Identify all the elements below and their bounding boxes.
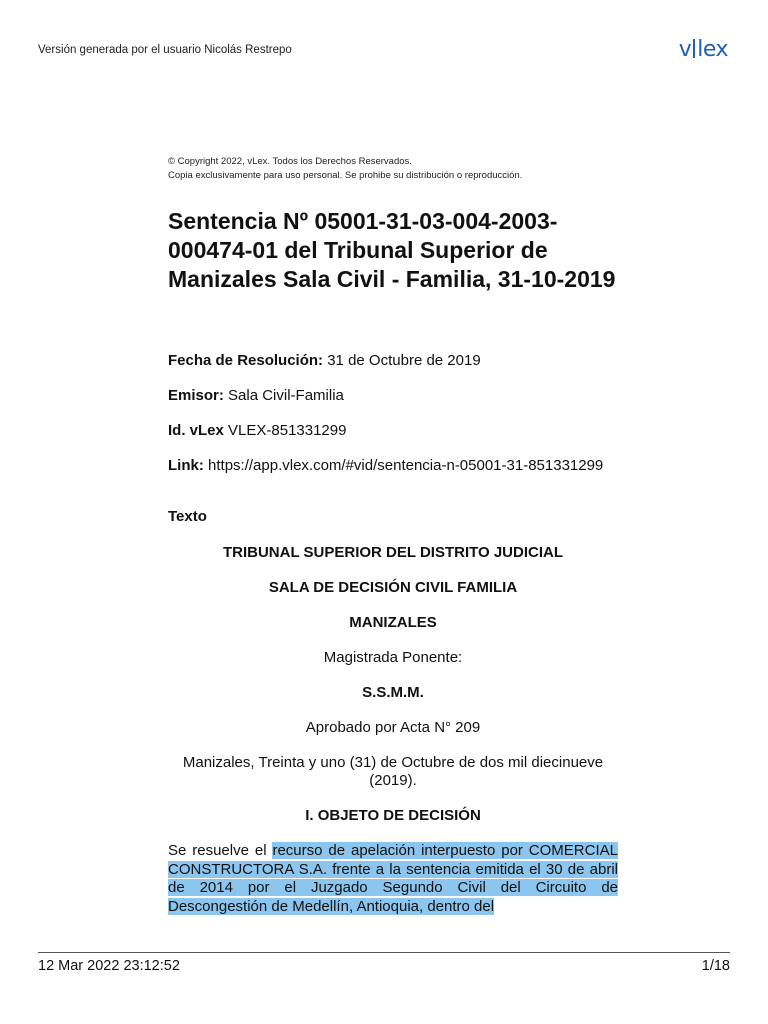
generated-by-note: Versión generada por el usuario Nicolás Restrepo <box>38 44 292 56</box>
logo-left: v <box>678 37 692 62</box>
objeto-paragraph <box>168 842 618 916</box>
acta-line: Aprobado por Acta N° 209 <box>305 719 481 736</box>
copyright-line: © Copyright 2022, vLex. Todos los Derechos Reservados. <box>168 156 412 167</box>
meta-id-label: Id. vLex <box>168 422 224 439</box>
meta-fecha-label: Fecha de Resolución: <box>168 352 324 369</box>
meta-id <box>168 421 618 440</box>
document-metadata <box>168 351 618 475</box>
logo-bar <box>693 39 695 58</box>
texto-label: Texto <box>168 508 207 525</box>
meta-emisor <box>168 386 618 405</box>
footer-timestamp: 12 Mar 2022 23:12:52 <box>38 958 180 974</box>
paragraph-plain-text: Se resuelve el <box>168 842 273 859</box>
logo-right: lex <box>697 37 728 62</box>
meta-link-label: Link: <box>168 457 204 474</box>
vlex-logo[interactable] <box>679 37 728 62</box>
document-content <box>168 155 618 916</box>
ciudad-heading: MANIZALES <box>349 614 437 631</box>
meta-link <box>168 456 618 475</box>
meta-emisor-value: Sala Civil-Familia <box>228 387 344 404</box>
sala-heading: SALA DE DECISIÓN CIVIL FAMILIA <box>268 579 518 596</box>
meta-fecha <box>168 351 618 370</box>
magistrada-name: S.S.M.M. <box>362 684 424 701</box>
footer-page-number: 1/18 <box>701 958 730 974</box>
tribunal-heading: TRIBUNAL SUPERIOR DEL DISTRITO JUDICIAL <box>222 544 564 561</box>
meta-fecha-value: 31 de Octubre de 2019 <box>327 352 481 369</box>
highlighted-text[interactable]: recurso de apelación interpuesto por COMERCIAL CONSTRUCTORA S.A. frente a la sentencia emitida el 30 de abril de 2014 por el Juzgado Segundo Civil del Circuito de Descongestión de Medellín, Antioquia, dentro del <box>168 842 618 915</box>
magistrada-label: Magistrada Ponente: <box>323 649 463 666</box>
meta-link-value[interactable]: https://app.vlex.com/#vid/sentencia-n-05001-31-851331299 <box>208 457 604 474</box>
copyright-usage-line: Copia exclusivamente para uso personal. Se prohibe su distribución o reproducción. <box>168 170 523 181</box>
fecha-texto: Manizales, Treinta y uno (31) de Octubre de dos mil diecinueve (2019). <box>182 754 604 789</box>
meta-emisor-label: Emisor: <box>168 387 224 404</box>
section-heading-objeto: I. OBJETO DE DECISIÓN <box>305 807 481 824</box>
document-title: Sentencia Nº 05001-31-03-004-2003-000474-01 del Tribunal Superior de Manizales Sala Civil - Familia, 31-10-2019 <box>168 208 616 292</box>
meta-id-value: VLEX-851331299 <box>228 422 347 439</box>
copyright-notice <box>168 155 618 183</box>
footer-divider <box>38 952 730 953</box>
